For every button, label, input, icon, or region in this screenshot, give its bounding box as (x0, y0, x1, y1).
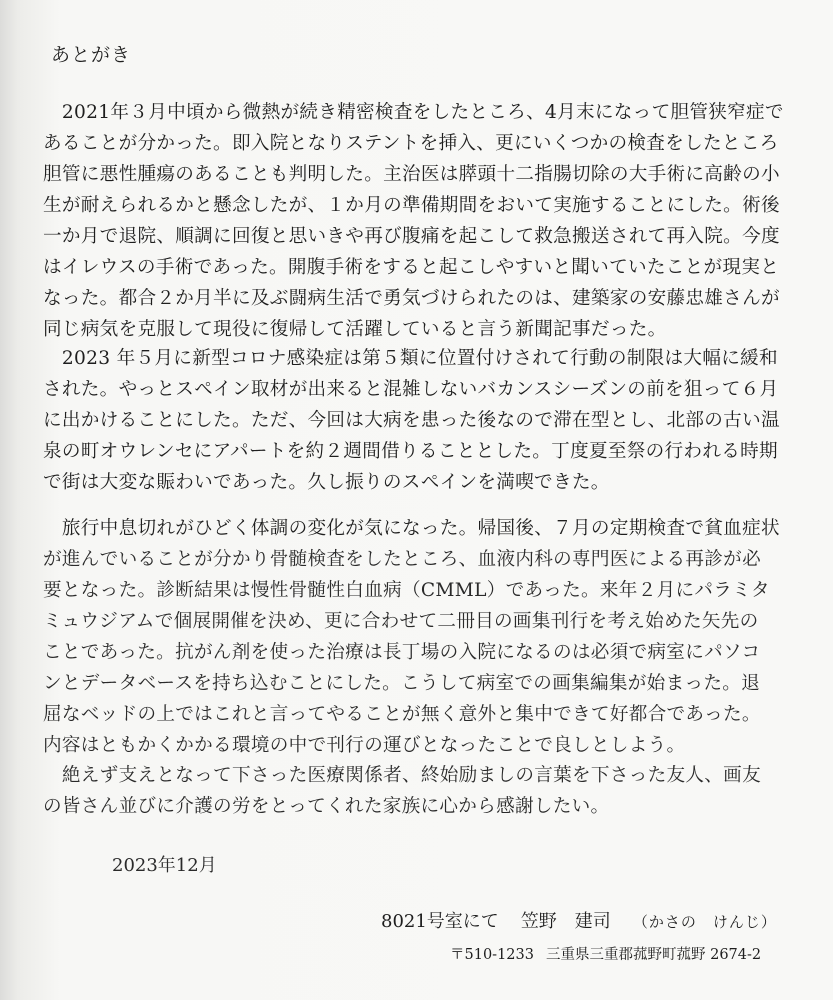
paragraph-line: 胆管に悪性腫瘍のあることも判明した。主治医は膵頭十二指腸切除の大手術に高齢の小 (43, 164, 780, 185)
author-reading: （かさの けんじ） (632, 913, 777, 931)
paragraph-line: 内容はともかくかかる環境の中で刊行の運びとなったことで良しとしよう。 (43, 735, 686, 756)
author-place: 8021号室にて (381, 911, 499, 932)
paragraph-line: あることが分かった。即入院となりステントを挿入、更にいくつかの検査をしたところ (43, 133, 779, 154)
paragraph-line: された。やっとスペイン取材が出来ると混雑しないバカンスシーズンの前を狙って６月 (43, 379, 779, 400)
paragraph-line: 旅行中息切れがひどく体調の変化が気になった。帰国後、７月の定期検査で貧血症状 (43, 518, 780, 539)
paragraph-line: なった。都合２か月半に及ぶ闘病生活で勇気づけられたのは、建築家の安藤忠雄さんが (43, 288, 780, 309)
paragraph-line: 泉の町オウレンセにアパートを約２週間借りることとした。丁度夏至祭の行われる時期 (43, 441, 778, 462)
paragraph-line: 要となった。診断結果は慢性骨髄性白血病（CMML）であった。来年２月にパラミタ (43, 580, 770, 601)
postal-code: 〒510-1233 (450, 947, 534, 963)
address-line (450, 943, 761, 964)
date-line: 2023年12月 (112, 855, 217, 876)
paragraph-line: 一か月で退院、順調に回復と思いきや再び腹痛を起こして救急搬送されて再入院。今度 (43, 226, 780, 247)
paragraph-line: で街は大変な賑わいであった。久し振りのスペインを満喫できた。 (43, 472, 610, 493)
paragraph-line: 同じ病気を克服して現役に復帰して活躍していると言う新聞記事だった。 (43, 319, 667, 340)
author-name: 笠野 建司 (520, 911, 611, 932)
author-line (381, 907, 777, 933)
paragraph-line: はイレウスの手術であった。開腹手術をすると起こしやすいと聞いていたことが現実と (43, 257, 780, 278)
paragraph-line: に出かけることにした。ただ、今回は大病を患った後なので滞在型とし、北部の古い温 (43, 410, 780, 431)
paragraph-line: 絶えず支えとなって下さった医療関係者、終始励ましの言葉を下さった友人、画友 (43, 765, 761, 786)
address-location: 三重県三重郡菰野町菰野 2674-2 (545, 947, 762, 963)
paragraph-line: 2021年３月中頃から微熱が続き精密検査をしたところ、4月末になって胆管狭窄症で (43, 102, 784, 123)
page-title: あとがき (51, 44, 132, 66)
paragraph-line: 屈なベッドの上ではこれと言ってやることが無く意外と集中できて好都合であった。 (43, 704, 761, 725)
paragraph-1 (43, 97, 784, 345)
paragraph-2 (43, 343, 780, 498)
paragraph-line: ミュウジアムで個展開催を決め、更に合わせて二冊目の画集刊行を考え始めた矢先の (43, 611, 759, 632)
paragraph-line: が進んでいることが分かり骨髄検査をしたところ、血液内科の専門医による再診が必 (43, 549, 761, 570)
paragraph-3 (43, 513, 780, 761)
paragraph-line: ことであった。抗がん剤を使った治療は長丁場の入院になるのは必須で病室にパソコ (43, 642, 761, 663)
paragraph-line: の皆さん並びに介護の労をとってくれた家族に心から感謝したい。 (43, 796, 610, 817)
paragraph-line: 生が耐えられるかと懸念したが、１か月の準備期間をおいて実施することにした。術後 (43, 195, 780, 216)
paragraph-line: 2023 年５月に新型コロナ感染症は第５類に位置付けされて行動の制限は大幅に緩和 (43, 348, 778, 369)
paragraph-line: ンとデータベースを持ち込むことにした。こうして病室での画集編集が始まった。退 (43, 673, 761, 694)
paragraph-4 (43, 760, 761, 822)
